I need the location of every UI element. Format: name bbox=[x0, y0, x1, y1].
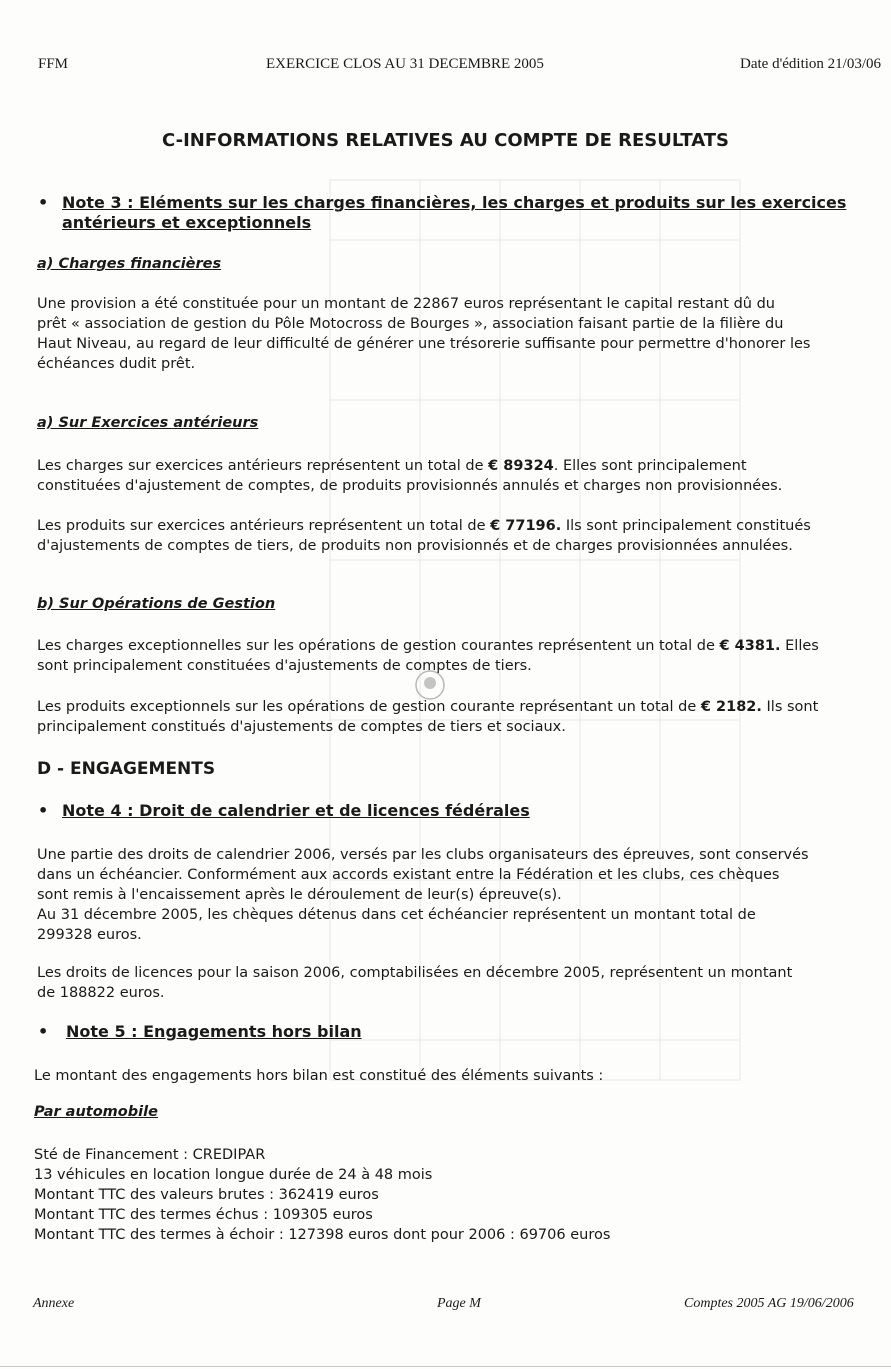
page-title: C-INFORMATIONS RELATIVES AU COMPTE DE RESULTATS bbox=[161, 130, 730, 151]
page-edge-line bbox=[0, 1366, 891, 1367]
footer-comptes: Comptes 2005 AG 19/06/2006 bbox=[684, 1296, 854, 1311]
text-segment: Elles bbox=[780, 638, 819, 654]
bullet-icon: • bbox=[38, 801, 49, 820]
operations-gestion-charges bbox=[37, 636, 819, 676]
amount-produits-anterieurs: € 77196. bbox=[490, 518, 562, 534]
note3-heading-line2 bbox=[62, 213, 311, 232]
text-line: Une provision a été constituée pour un montant de 22867 euros représentant le capital restant dû du bbox=[37, 296, 775, 312]
text-line: 299328 euros. bbox=[37, 927, 142, 943]
operations-gestion-heading: b) Sur Opérations de Gestion bbox=[37, 596, 276, 612]
section-engagements-heading: D - ENGAGEMENTS bbox=[37, 759, 216, 779]
text-line: d'ajustements de comptes de tiers, de produits non provisionnés et de charges provisionnées annulées. bbox=[37, 538, 793, 554]
text-segment: . Elles sont principalement bbox=[553, 458, 747, 474]
note4-title: Note 4 : Droit de calendrier et de licences fédérales bbox=[62, 801, 530, 820]
text-line: Sté de Financement : CREDIPAR bbox=[34, 1147, 266, 1163]
footer-page-number: Page M bbox=[437, 1296, 481, 1311]
text-line: 13 véhicules en location longue durée de 24 à 48 mois bbox=[34, 1167, 433, 1183]
header-org: FFM bbox=[38, 56, 69, 72]
note4-licences-text bbox=[37, 963, 792, 1003]
text-line: Les droits de licences pour la saison 2006, comptabilisées en décembre 2005, représentent un montant bbox=[37, 965, 793, 981]
header-edition-date: Date d'édition 21/03/06 bbox=[740, 56, 882, 72]
exercices-anterieurs-charges bbox=[37, 456, 782, 496]
text-line: sont principalement constituées d'ajustements de comptes de tiers. bbox=[37, 658, 532, 674]
text-segment: Les charges exceptionnelles sur les opérations de gestion courantes représentent un total de bbox=[37, 638, 720, 654]
note3-title-line2: antérieurs et exceptionnels bbox=[62, 213, 312, 232]
text-line: sont remis à l'encaissement après le déroulement de leur(s) épreuve(s). bbox=[37, 887, 562, 903]
text-line: dans un échéancier. Conformément aux accords existant entre la Fédération et les clubs, ces chèques bbox=[37, 867, 780, 883]
text-line: Haut Niveau, au regard de leur difficulté de générer une trésorerie suffisante pour permettre d'honorer les bbox=[37, 336, 811, 352]
note5-heading bbox=[38, 1022, 362, 1041]
par-automobile-heading: Par automobile bbox=[34, 1104, 158, 1120]
text-line: Une partie des droits de calendrier 2006, versés par les clubs organisateurs des épreuves, sont conservés bbox=[37, 847, 809, 863]
text-segment: Les produits exceptionnels sur les opérations de gestion courante représentant un total de bbox=[37, 699, 701, 715]
charges-financieres-text bbox=[37, 294, 811, 374]
amount-produits-exceptionnels: € 2182. bbox=[700, 699, 762, 715]
bullet-icon: • bbox=[38, 1022, 49, 1041]
header-exercise: EXERCICE CLOS AU 31 DECEMBRE 2005 bbox=[266, 56, 544, 72]
text-line: Montant TTC des termes échus : 109305 euros bbox=[34, 1207, 373, 1223]
bullet-icon: • bbox=[38, 193, 49, 212]
note3-title-line1: Note 3 : Eléments sur les charges financières, les charges et produits sur les exercices bbox=[62, 193, 847, 212]
text-segment: Les produits sur exercices antérieurs représentent un total de bbox=[37, 518, 491, 534]
charges-financieres-heading: a) Charges financières bbox=[37, 256, 222, 272]
note5-intro: Le montant des engagements hors bilan est constitué des éléments suivants : bbox=[34, 1068, 604, 1084]
text-line: prêt « association de gestion du Pôle Motocross de Bourges », association faisant partie de la filière du bbox=[37, 316, 784, 332]
note4-text bbox=[37, 845, 809, 945]
footer-annexe: Annexe bbox=[33, 1296, 75, 1311]
operations-gestion-produits bbox=[37, 697, 818, 737]
text-segment: Ils sont principalement constitués bbox=[561, 518, 811, 534]
text-line: Montant TTC des termes à échoir : 127398 euros dont pour 2006 : 69706 euros bbox=[34, 1227, 611, 1243]
amount-charges-anterieurs: € 89324 bbox=[488, 458, 554, 474]
amount-charges-exceptionnelles: € 4381. bbox=[719, 638, 781, 654]
exercices-anterieurs-produits bbox=[37, 516, 811, 556]
note3-heading bbox=[38, 193, 846, 212]
text-line: principalement constitués d'ajustements de comptes de tiers et sociaux. bbox=[37, 719, 566, 735]
text-line: de 188822 euros. bbox=[37, 985, 165, 1001]
text-line: Au 31 décembre 2005, les chèques détenus dans cet échéancier représentent un montant total de bbox=[37, 907, 756, 923]
text-segment: Les charges sur exercices antérieurs représentent un total de bbox=[37, 458, 489, 474]
text-segment: Ils sont bbox=[761, 699, 819, 715]
text-line: constituées d'ajustement de comptes, de produits provisionnés annulés et charges non provisionnées. bbox=[37, 478, 783, 494]
text-line: Montant TTC des valeurs brutes : 362419 euros bbox=[34, 1187, 379, 1203]
automobile-details bbox=[34, 1145, 610, 1245]
exercices-anterieurs-heading: a) Sur Exercices antérieurs bbox=[37, 415, 259, 431]
text-line: échéances dudit prêt. bbox=[37, 356, 196, 372]
note4-heading bbox=[38, 801, 530, 820]
note5-title: Note 5 : Engagements hors bilan bbox=[66, 1022, 362, 1041]
